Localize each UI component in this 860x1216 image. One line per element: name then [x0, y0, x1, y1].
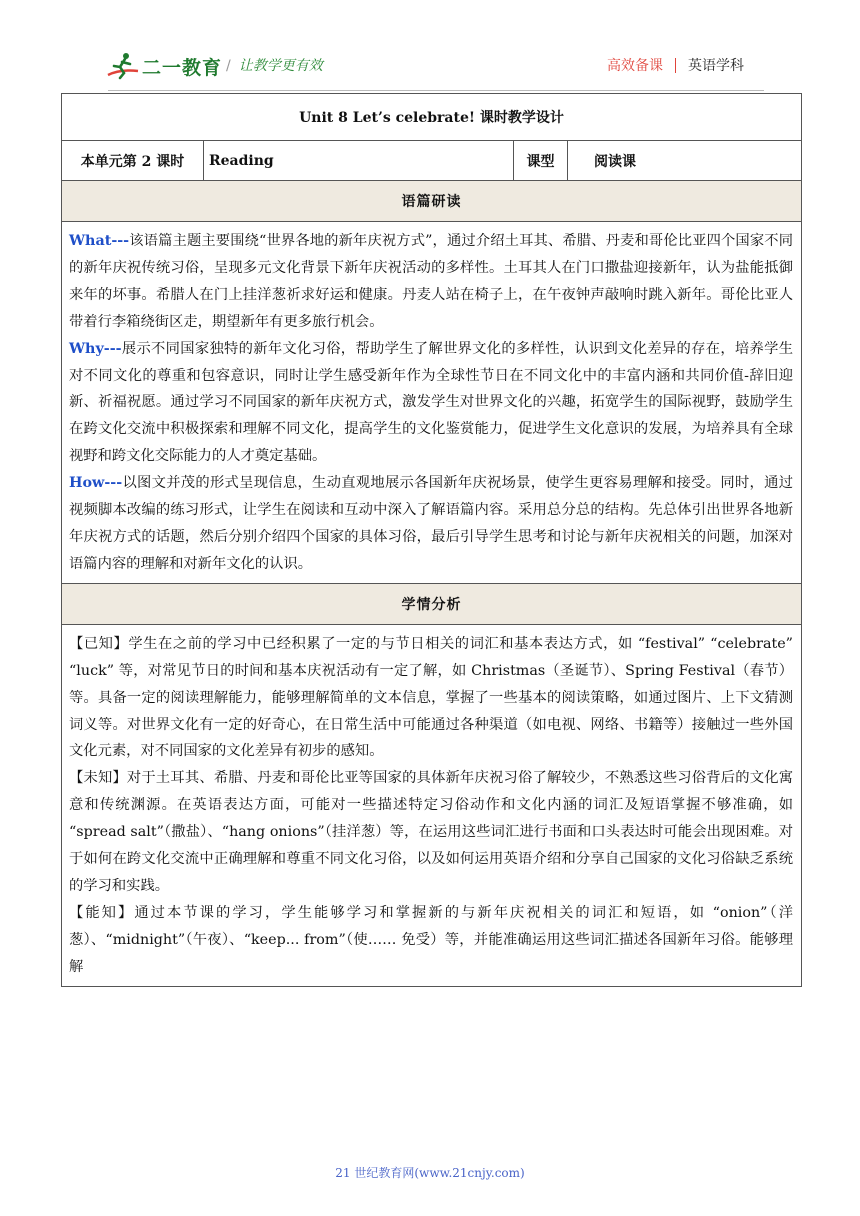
- page-header: [0, 0, 860, 92]
- section-body-learner-analysis: [62, 625, 801, 987]
- header-rule: [108, 90, 764, 91]
- runner-logo-icon: [106, 51, 140, 81]
- section-body-text-analysis: [62, 222, 801, 584]
- lesson-number-label: 本单元第 2 课时: [62, 141, 204, 180]
- keyword-why: Why---: [69, 340, 122, 357]
- slogan: / 让教学更有效: [226, 58, 323, 74]
- lesson-name: Reading: [204, 141, 514, 180]
- paragraph-what: [69, 228, 793, 336]
- paragraph-text: 以图文并茂的形式呈现信息，生动直观地展示各国新年庆祝场景，使学生更容易理解和接受。同时，通过视频脚本改编的练习形式，让学生在阅读和互动中深入了解语篇内容。采用总分总的结构。先总体引出世界各地新年庆祝方式的话题，然后分别介绍四个国家的具体习俗，最后引导学生思考和讨论与新年庆祝相关的问题，加深对语篇内容的理解和对新年文化的认识。: [69, 475, 793, 572]
- document-title: Unit 8 Let’s celebrate! 课时教学设计: [62, 94, 801, 141]
- header-tags: [607, 55, 744, 75]
- logo-text: 二一教育: [142, 56, 223, 79]
- logo: [106, 48, 222, 84]
- section-heading-text-analysis: 语篇研读: [62, 181, 801, 222]
- paragraph-known: 【已知】学生在之前的学习中已经积累了一定的与节日相关的词汇和基本表达方式，如 “festival” “celebrate” “luck” 等，对常见节日的时间和基本庆祝活动有一定了解，如 Christmas（圣诞节）、Spring Festival（春节）等。具备一定的阅读理解能力，能够理解简单的文本信息，掌握了一些基本的阅读策略，如通过图片、上下文猜测词义等。对世界文化有一定的好奇心，在日常生活中可能通过各种渠道（如电视、网络、书籍等）接触过一些外国文化元素，对不同国家的文化差异有初步的感知。: [69, 635, 793, 760]
- header-divider: [675, 58, 676, 73]
- meta-row: [62, 141, 801, 181]
- type-label: 课型: [514, 141, 568, 180]
- paragraph-unknown: 【未知】对于土耳其、希腊、丹麦和哥伦比亚等国家的具体新年庆祝习俗了解较少，不熟悉这些习俗背后的文化寓意和传统渊源。在英语表达方面，可能对一些描述特定习俗动作和文化内涵的词汇及短语掌握不够准确，如 “spread salt”（撒盐）、“hang onions”（挂洋葱）等，在运用这些词汇进行书面和口头表达时可能会出现困难。对于如何在跨文化交流中正确理解和尊重不同文化习俗，以及如何运用英语介绍和分享自己国家的文化习俗缺乏系统的学习和实践。: [69, 770, 793, 894]
- page-footer: 21 世纪教育网(www.21cnjy.com): [335, 1166, 525, 1180]
- keyword-what: What---: [69, 233, 130, 249]
- slogan-text: 让教学更有效: [238, 58, 323, 74]
- paragraph-why: [69, 336, 793, 471]
- paragraph-text: 该语篇主题主要围绕“世界各地的新年庆祝方式”，通过介绍土耳其、希腊、丹麦和哥伦比亚四个国家不同的新年庆祝传统习俗，呈现多元文化背景下新年庆祝活动的多样性。土耳其人在门口撒盐迎接新年，认为盐能抵御来年的坏事。希腊人在门上挂洋葱祈求好运和健康。丹麦人站在椅子上，在午夜钟声敲响时跳入新年。哥伦比亚人带着行李箱绕街区走，期望新年有更多旅行机会。: [69, 233, 793, 330]
- paragraph-how: [69, 470, 793, 578]
- section-heading-learner-analysis: 学情分析: [62, 584, 801, 625]
- lesson-plan-table: [61, 93, 802, 987]
- paragraph-text: 展示不同国家独特的新年文化习俗，帮助学生了解世界文化的多样性，认识到文化差异的存在，培养学生对不同文化的尊重和包容意识，同时让学生感受新年作为全球性节日在不同文化中的丰富内涵和共同价值-辞旧迎新、祈福祝愿。通过学习不同国家的新年庆祝方式，激发学生对世界文化的兴趣，拓宽学生的国际视野，鼓励学生在跨文化交流中积极探索和理解不同文化，提高学生的文化鉴赏能力，促进学生文化意识的发展，为培养具有全球视野和跨文化交际能力的人才奠定基础。: [69, 340, 793, 465]
- header-tag-subject: 英语学科: [688, 58, 744, 74]
- keyword-how: How---: [69, 475, 123, 492]
- header-tag-primary: 高效备课: [607, 58, 663, 74]
- paragraph-can-know: 【能知】通过本节课的学习，学生能够学习和掌握新的与新年庆祝相关的词汇和短语，如 “onion”（洋葱）、“midnight”（午夜）、“keep... from”（使…… 免受）等，并能准确运用这些词汇描述各国新年习俗。能够理解: [69, 904, 793, 975]
- type-value: 阅读课: [594, 153, 636, 170]
